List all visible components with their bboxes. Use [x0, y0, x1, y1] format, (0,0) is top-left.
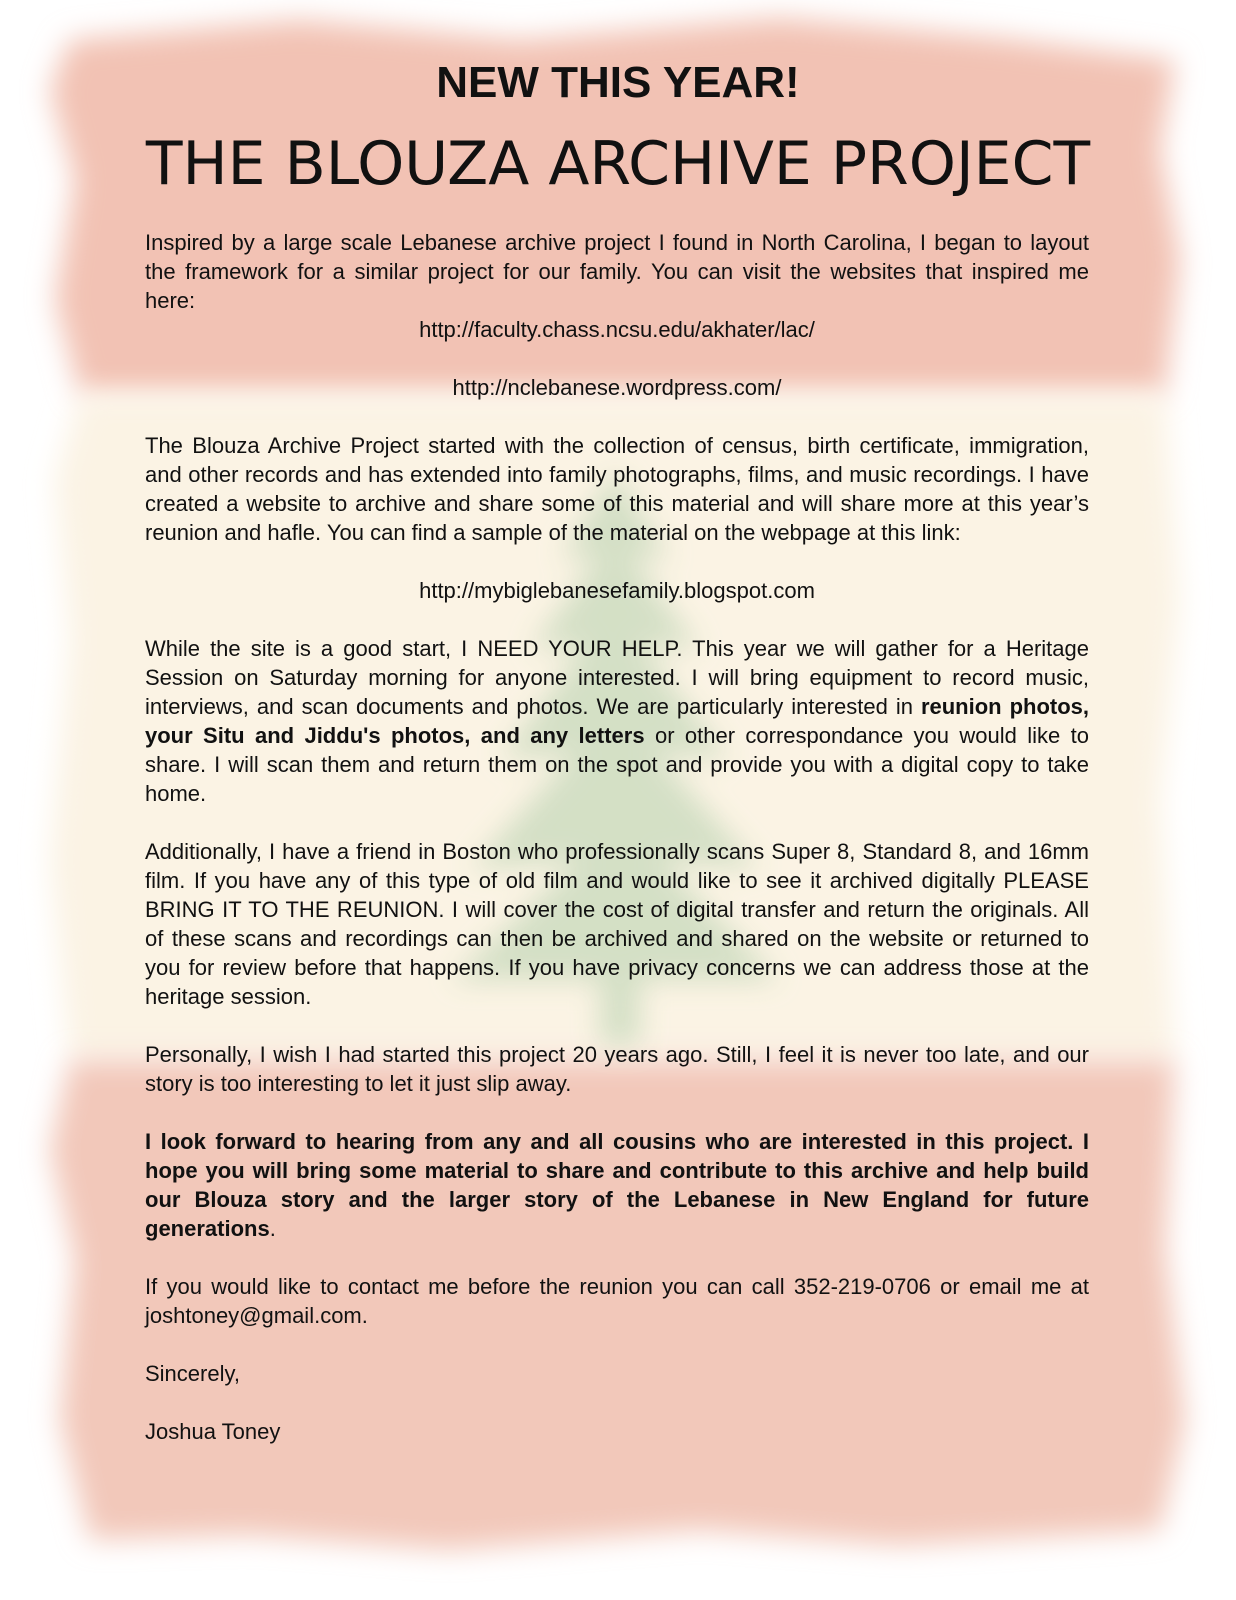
personal-paragraph: Personally, I wish I had started this project 20 years ago. Still, I feel it is never too late, and our story is too interesting to let it just slip away.	[145, 1042, 1089, 1096]
letter-body	[145, 228, 1089, 1446]
help-paragraph	[145, 634, 1089, 808]
link-nclebanese[interactable]: http://nclebanese.wordpress.com/	[452, 375, 782, 400]
forward-paragraph	[145, 1127, 1089, 1243]
signature: Joshua Toney	[145, 1419, 281, 1444]
project-paragraph: The Blouza Archive Project started with the collection of census, birth certificate, immigration, and other records and has extended into family photographs, films, and music recordings. I have created a website to archive and share some of this material and will share more at this year’s reunion and hafle. You can find a sample of the material on the webpage at this link:	[145, 433, 1089, 545]
intro-paragraph: Inspired by a large scale Lebanese archive project I found in North Carolina, I began to layout the framework for a similar project for our family. You can visit the websites that inspired me here:	[145, 230, 1089, 313]
help-text-end: or other correspondance you would like to share. I will scan them and return them on the spot and provide you with a digital copy to take home.	[145, 723, 1089, 806]
salutation: Sincerely,	[145, 1361, 240, 1386]
link-faculty[interactable]: http://faculty.chass.ncsu.edu/akhater/lac/	[419, 317, 815, 342]
contact-paragraph: If you would like to contact me before the reunion you can call 352-219-0706 or email me at joshtoney@gmail.com.	[145, 1274, 1089, 1328]
forward-text-bold: I look forward to hearing from any and all cousins who are interested in this project. I hope you will bring some material to share and contribute to this archive and help build our Blouza story and the larger story of the Lebanese in New England for future generations	[145, 1129, 1089, 1241]
page-title: THE BLOUZA ARCHIVE PROJECT	[145, 129, 1091, 199]
link-blogspot[interactable]: http://mybiglebanesefamily.blogspot.com	[419, 578, 815, 603]
help-text-start: While the site is a good start, I NEED YOUR HELP. This year we will gather for a Heritage Session on Saturday morning for anyone interested. I will bring equipment to record music, interviews, and scan documents and photos. We are particularly interested in	[145, 636, 1089, 719]
kicker-heading: NEW THIS YEAR!	[436, 58, 800, 107]
forward-text-end: .	[269, 1216, 276, 1241]
film-paragraph: Additionally, I have a friend in Boston who professionally scans Super 8, Standard 8, and 16mm film. If you have any of this type of old film and would like to see it archived digitally PLEASE BRING IT TO THE REUNION. I will cover the cost of digital transfer and return the originals. All of these scans and recordings can then be archived and shared on the website or returned to you for review before that happens. If you have privacy concerns we can address those at the heritage session.	[145, 839, 1089, 1009]
help-text-bold: reunion photos, your Situ and Jiddu's photos, and any letters	[145, 694, 1090, 748]
